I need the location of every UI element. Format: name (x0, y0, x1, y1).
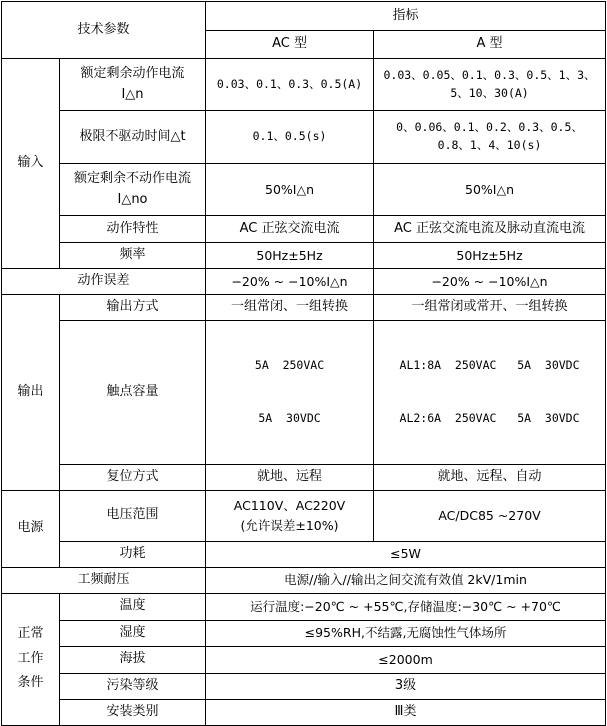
label-rated-residual-non-op-current (60, 164, 206, 216)
category-input: 输入 (2, 59, 60, 269)
category-line: 正常 (17, 625, 44, 641)
label-humidity: 湿度 (60, 620, 206, 646)
header-index: 指标 (206, 2, 606, 31)
label-line: I△no (117, 191, 148, 207)
label-contact-capacity: 触点容量 (60, 321, 206, 465)
row-consumption (2, 541, 606, 567)
value-a: 就地、远程、自动 (374, 464, 606, 490)
value-a: 50Hz±5Hz (374, 243, 606, 269)
category-power: 电源 (2, 490, 60, 567)
value-line: 5A 250VAC (254, 357, 325, 372)
value-ac (206, 490, 374, 541)
value-line: AC110V、AC220V (233, 498, 346, 514)
row-voltage-range (2, 490, 606, 541)
label-line: 额定剩余动作电流 (80, 66, 185, 82)
value-ac: 0.03、0.1、0.3、0.5(A) (206, 59, 374, 111)
row-output-mode (2, 295, 606, 321)
value-line: 0、0.06、0.1、0.2、0.3、0.5、 (396, 120, 583, 135)
label-output-mode: 输出方式 (60, 295, 206, 321)
value-line: 5、10、30(A) (450, 85, 529, 100)
value-a: 50%I△n (374, 164, 606, 216)
value-a: AC/DC85 ~270V (374, 490, 606, 541)
value-a: −20% ~ −10%I△n (374, 269, 606, 295)
label-action-characteristic: 动作特性 (60, 216, 206, 243)
value-line: 0.03、0.05、0.1、0.3、0.5、1、3、 (383, 67, 596, 82)
header-row (2, 2, 606, 31)
value-pollution-level: 3级 (206, 673, 606, 699)
row-action-characteristic (2, 216, 606, 243)
label-temperature: 温度 (60, 593, 206, 620)
label-altitude: 海拔 (60, 646, 206, 673)
category-line: 条件 (17, 675, 44, 691)
row-pollution-level (2, 673, 606, 699)
value-a: AC 正弦交流电流及脉动直流电流 (374, 216, 606, 243)
row-reset-mode (2, 464, 606, 490)
value-a (374, 59, 606, 111)
header-ac-type: AC 型 (206, 31, 374, 59)
label-reset-mode: 复位方式 (60, 464, 206, 490)
category-line: 工作 (17, 650, 44, 666)
value-ac: 一组常闭、一组转换 (206, 295, 374, 321)
value-consumption: ≤5W (206, 541, 606, 567)
label-line: 额定剩余不动作电流 (74, 171, 192, 187)
value-line: (允许误差±10%) (240, 517, 339, 533)
label-action-error: 动作误差 (2, 269, 206, 295)
row-withstand-voltage (2, 567, 606, 593)
technical-parameters-table (1, 1, 606, 726)
row-contact-capacity (2, 321, 606, 465)
row-temperature (2, 593, 606, 620)
value-ac: 0.1、0.5(s) (206, 111, 374, 164)
row-frequency (2, 243, 606, 269)
row-limit-non-drive-time (2, 111, 606, 164)
row-humidity (2, 620, 606, 646)
label-frequency: 频率 (60, 243, 206, 269)
value-withstand-voltage: 电源//输入//输出之间交流有效值 2kV/1min (206, 567, 606, 593)
value-line: 0.8、1、4、10(s) (437, 138, 542, 152)
value-ac: −20% ~ −10%I△n (206, 269, 374, 295)
label-withstand-voltage: 工频耐压 (2, 567, 206, 593)
value-ac: 就地、远程 (206, 464, 374, 490)
value-ac: 50%I△n (206, 164, 374, 216)
value-a (374, 321, 606, 465)
value-line: 5A 30VDC (258, 411, 321, 426)
value-line: AL2:6A 250VAC 5A 30VDC (399, 411, 580, 426)
value-ac: 50Hz±5Hz (206, 243, 374, 269)
row-altitude (2, 646, 606, 673)
label-pollution-level: 污染等级 (60, 673, 206, 699)
category-normal-conditions (2, 593, 60, 725)
value-installation-category: Ⅲ类 (206, 699, 606, 725)
label-consumption: 功耗 (60, 541, 206, 567)
label-rated-residual-op-current (60, 59, 206, 111)
header-a-type: A 型 (374, 31, 606, 59)
label-limit-non-drive-time: 极限不驱动时间△t (60, 111, 206, 164)
header-param: 技术参数 (2, 2, 206, 59)
label-installation-category: 安装类别 (60, 699, 206, 725)
row-installation-category (2, 699, 606, 725)
value-ac: AC 正弦交流电流 (206, 216, 374, 243)
value-a (374, 111, 606, 164)
row-action-error (2, 269, 606, 295)
label-voltage-range: 电压范围 (60, 490, 206, 541)
value-ac (206, 321, 374, 465)
category-output: 输出 (2, 295, 60, 491)
value-a: 一组常闭或常开、一组转换 (374, 295, 606, 321)
row-rated-residual-op-current (2, 59, 606, 111)
label-line: I△n (121, 86, 144, 102)
row-rated-residual-non-op-current (2, 164, 606, 216)
value-altitude: ≤2000m (206, 646, 606, 673)
value-humidity: ≤95%RH,不结露,无腐蚀性气体场所 (206, 620, 606, 646)
value-line: AL1:8A 250VAC 5A 30VDC (399, 357, 580, 372)
value-temperature: 运行温度:−20℃ ~ +55℃,存储温度:−30℃ ~ +70℃ (206, 593, 606, 620)
